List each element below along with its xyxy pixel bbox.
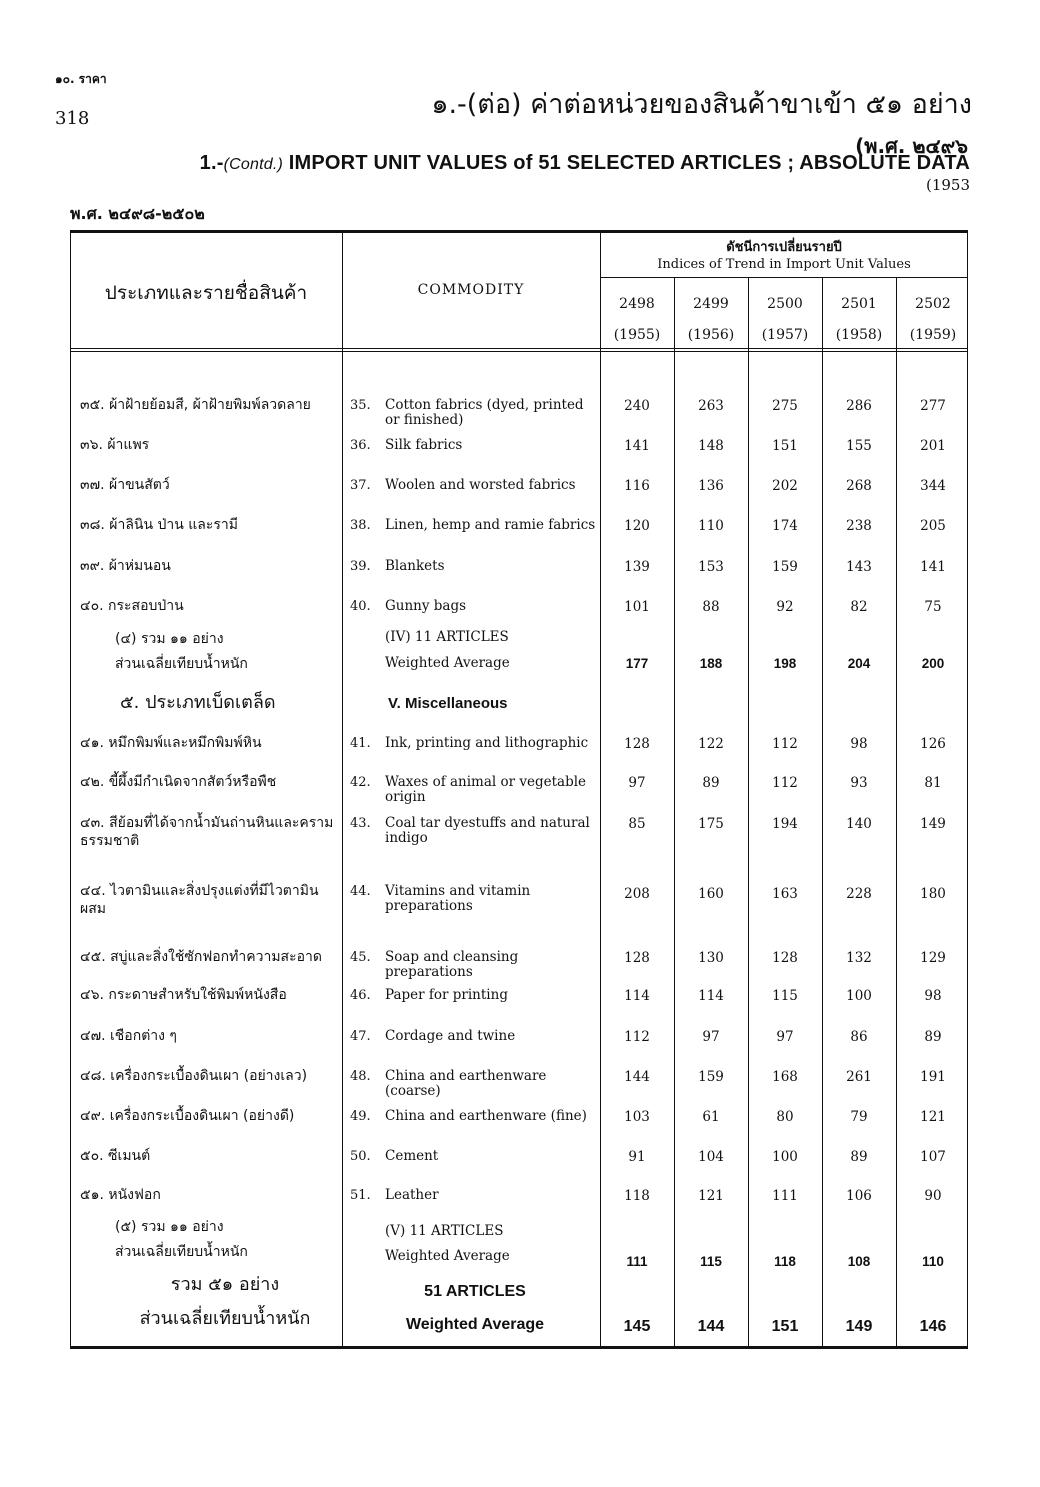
year-ce: (1957)	[761, 327, 809, 343]
row-value: 261	[846, 1069, 872, 1085]
row-value: 89	[924, 1029, 942, 1045]
group4-thai-line2: ส่วนเฉลี่ยเทียบน้ำหนัก	[115, 656, 248, 672]
row-value: 205	[920, 518, 946, 534]
group5-thai-line1: (๕) รวม ๑๑ อย่าง	[115, 1219, 224, 1235]
table-left-rule	[70, 230, 71, 1349]
row-commodity: Silk fabrics	[385, 437, 463, 453]
row-value: 81	[924, 775, 942, 791]
section-label: ๑๐. ราคา	[55, 72, 107, 86]
row-thai-label: ๓๘. ผ้าลินิน ป่าน และรามี	[80, 517, 239, 533]
year-ce: (1959)	[909, 327, 957, 343]
header-commodity: COMMODITY	[417, 282, 525, 298]
row-thai-label: ๓๕. ผ้าฝ้ายย้อมสี, ผ้าฝ้ายพิมพ์ลวดลาย	[80, 397, 311, 413]
row-thai-label: ๔๒. ขี้ผึ้งมีกำเนิดจากสัตว์หรือพืช	[80, 774, 277, 790]
row-thai-label: ๔๖. กระดาษสำหรับใช้พิมพ์หนังสือ	[80, 987, 287, 1003]
row-number: 37.	[350, 478, 371, 493]
thai-title: ๑.-(ต่อ) ค่าต่อหน่วยของสินค้าขาเข้า ๕๑ อย่าง	[431, 89, 972, 120]
row-value: 93	[850, 775, 868, 791]
group4-thai-line1: (๔) รวม ๑๑ อย่าง	[115, 631, 224, 647]
year-be: 2500	[767, 296, 803, 312]
row-value: 159	[772, 559, 798, 575]
row-thai-label: ๔๙. เครื่องกระเบื้องดินเผา (อย่างดี)	[80, 1108, 295, 1124]
row-number: 43.	[350, 816, 371, 831]
row-value: 129	[920, 950, 946, 966]
group5-value: 111	[626, 1254, 648, 1269]
row-value: 159	[698, 1069, 724, 1085]
row-thai-label: ๔๑. หมึกพิมพ์และหมึกพิมพ์หิน	[80, 735, 262, 751]
year-be: 2498	[619, 296, 655, 312]
row-value: 112	[624, 1029, 650, 1045]
row-thai-label: ๓๖. ผ้าแพร	[80, 437, 150, 453]
row-value: 144	[624, 1069, 650, 1085]
row-thai-label: ๔๕. สบู่และสิ่งใช้ซักฟอกทำความสะอาด	[80, 949, 322, 965]
header-rule-double	[70, 351, 968, 352]
row-number: 45.	[350, 950, 371, 965]
row-value: 104	[698, 1149, 724, 1165]
row-value: 344	[920, 478, 946, 494]
section5-en: V. Miscellaneous	[388, 695, 508, 712]
row-value: 75	[924, 599, 942, 615]
row-value: 106	[846, 1188, 872, 1204]
row-commodity: Ink, printing and lithographic	[385, 735, 589, 751]
row-value: 116	[624, 478, 650, 494]
row-value: 97	[702, 1029, 720, 1045]
row-commodity: Woolen and worsted fabrics	[385, 477, 576, 493]
row-value: 100	[846, 988, 872, 1004]
total-value: 149	[845, 1318, 873, 1335]
row-number: 36.	[350, 438, 371, 453]
group4-value: 177	[625, 656, 649, 671]
row-commodity: Cordage and twine	[385, 1028, 516, 1044]
row-number: 47.	[350, 1029, 371, 1044]
row-number: 40.	[350, 599, 371, 614]
row-value: 85	[628, 816, 646, 832]
row-commodity: Waxes of animal or vegetable origin	[385, 774, 587, 805]
row-value: 98	[924, 988, 942, 1004]
row-value: 132	[846, 950, 872, 966]
row-value: 128	[624, 950, 650, 966]
row-value: 180	[920, 886, 946, 902]
row-value: 126	[920, 736, 946, 752]
group4-value: 198	[773, 656, 797, 671]
row-number: 51.	[350, 1188, 371, 1203]
group4-en-line2: Weighted Average	[385, 655, 510, 671]
row-commodity: Gunny bags	[385, 598, 467, 614]
row-value: 175	[698, 816, 724, 832]
header-thai: ประเภทและรายชื่อสินค้า	[104, 282, 308, 304]
row-value: 120	[624, 518, 650, 534]
row-commodity: Cotton fabrics (dyed, printed or finished)	[385, 397, 584, 428]
row-value: 79	[850, 1109, 868, 1125]
row-value: 263	[698, 398, 724, 414]
row-value: 163	[772, 886, 798, 902]
row-number: 48.	[350, 1069, 371, 1084]
row-commodity: China and earthenware (coarse)	[385, 1068, 547, 1099]
row-commodity: Linen, hemp and ramie fabrics	[385, 517, 596, 533]
row-value: 238	[846, 518, 872, 534]
row-value: 110	[698, 518, 724, 534]
title-main: IMPORT UNIT VALUES of 51 SELECTED ARTICLES ; ABSOLUTE DATA	[283, 152, 970, 174]
row-commodity: Leather	[385, 1187, 439, 1203]
group5-value: 110	[922, 1254, 944, 1269]
row-value: 268	[846, 478, 872, 494]
col-rule-1	[342, 230, 343, 1349]
group5-en-line2: Weighted Average	[385, 1248, 510, 1264]
row-commodity: Coal tar dyestuffs and natural indigo	[385, 815, 590, 846]
row-value: 111	[772, 1188, 798, 1204]
row-commodity: Soap and cleansing preparations	[385, 949, 519, 980]
row-value: 61	[702, 1109, 720, 1125]
row-value: 208	[624, 886, 650, 902]
row-thai-label: ๔๐. กระสอบป่าน	[80, 598, 184, 614]
year-ce: (1958)	[835, 327, 883, 343]
row-value: 101	[624, 599, 650, 615]
row-value: 112	[772, 775, 798, 791]
row-value: 155	[846, 438, 872, 454]
row-thai-label: ๔๓. สีย้อมที่ได้จากน้ำมันถ่านหินและครามธรรมชาติ	[80, 815, 334, 849]
row-value: 89	[850, 1149, 868, 1165]
row-value: 141	[920, 559, 946, 575]
row-value: 201	[920, 438, 946, 454]
total-value: 144	[697, 1318, 725, 1335]
row-number: 35.	[350, 398, 371, 413]
row-value: 112	[772, 736, 798, 752]
title-contd: (Contd.)	[223, 156, 283, 173]
row-commodity: Paper for printing	[385, 987, 508, 1003]
row-value: 88	[702, 599, 720, 615]
row-value: 107	[920, 1149, 946, 1165]
row-value: 128	[624, 736, 650, 752]
english-title	[200, 152, 970, 175]
table-top-rule	[70, 230, 968, 233]
group4-value: 204	[847, 656, 871, 671]
row-value: 128	[772, 950, 798, 966]
row-commodity: Blankets	[385, 558, 445, 574]
row-value: 90	[924, 1188, 942, 1204]
row-value: 286	[846, 398, 872, 414]
row-value: 240	[624, 398, 650, 414]
year-be: 2501	[841, 296, 877, 312]
total-thai-line1: รวม ๕๑ อย่าง	[170, 1274, 280, 1295]
total-value: 145	[623, 1318, 651, 1335]
row-commodity: Cement	[385, 1148, 439, 1164]
row-value: 143	[846, 559, 872, 575]
row-thai-label: ๕๑. หนังฟอก	[80, 1187, 161, 1203]
group5-thai-line2: ส่วนเฉลี่ยเทียบน้ำหนัก	[115, 1244, 248, 1260]
row-thai-label: ๓๗. ผ้าขนสัตว์	[80, 477, 170, 493]
row-number: 49.	[350, 1109, 371, 1124]
row-thai-label: ๓๙. ผ้าห่มนอน	[80, 558, 171, 574]
row-value: 86	[850, 1029, 868, 1045]
row-value: 194	[772, 816, 798, 832]
group5-value: 108	[847, 1254, 871, 1269]
row-value: 103	[624, 1109, 650, 1125]
row-value: 202	[772, 478, 798, 494]
year-ce: (1955)	[613, 327, 661, 343]
total-value: 146	[919, 1318, 947, 1335]
total-thai-line2: ส่วนเฉลี่ยเทียบน้ำหนัก	[139, 1308, 311, 1329]
year-be: 2502	[915, 296, 951, 312]
section5-thai: ๕. ประเภทเบ็ดเตล็ด	[120, 692, 276, 713]
indices-rule	[600, 277, 968, 278]
row-value: 174	[772, 518, 798, 534]
row-value: 275	[772, 398, 798, 414]
row-number: 41.	[350, 736, 371, 751]
row-value: 114	[698, 988, 724, 1004]
header-rule	[70, 348, 968, 349]
row-value: 140	[846, 816, 872, 832]
row-number: 39.	[350, 559, 371, 574]
row-value: 80	[776, 1109, 794, 1125]
row-value: 228	[846, 886, 872, 902]
row-value: 168	[772, 1069, 798, 1085]
header-indices-english: Indices of Trend in Import Unit Values	[657, 257, 911, 272]
group4-en-line1: (IV) 11 ARTICLES	[385, 629, 509, 645]
group5-en-line1: (V) 11 ARTICLES	[385, 1223, 504, 1239]
period-label: พ.ศ. ๒๔๙๘-๒๕๐๒	[70, 204, 205, 223]
row-value: 136	[698, 478, 724, 494]
row-value: 277	[920, 398, 946, 414]
total-value: 151	[771, 1318, 799, 1335]
header-indices-thai: ดัชนีการเปลี่ยนรายปี	[726, 240, 842, 255]
thai-subtitle: (พ.ศ. ๒๔๙๖	[855, 134, 968, 158]
row-commodity: Vitamins and vitamin preparations	[385, 883, 531, 914]
row-commodity: China and earthenware (fine)	[385, 1108, 587, 1124]
english-subtitle: (1953	[925, 176, 970, 194]
row-thai-label: ๔๔. ไวตามินและสิ่งปรุงแต่งที่มีไวตามินผสม	[80, 883, 319, 917]
row-value: 91	[628, 1149, 646, 1165]
year-ce: (1956)	[687, 327, 735, 343]
row-value: 92	[776, 599, 794, 615]
row-value: 191	[920, 1069, 946, 1085]
row-value: 97	[628, 775, 646, 791]
year-be: 2499	[693, 296, 729, 312]
page-number: 318	[55, 108, 90, 129]
title-prefix: 1.-	[199, 152, 224, 174]
group5-value: 118	[774, 1254, 796, 1269]
row-number: 50.	[350, 1149, 371, 1164]
row-number: 44.	[350, 884, 371, 899]
row-value: 97	[776, 1029, 794, 1045]
row-value: 153	[698, 559, 724, 575]
row-number: 42.	[350, 775, 371, 790]
total-en-line1: 51 ARTICLES	[424, 1283, 526, 1300]
row-value: 148	[698, 438, 724, 454]
table-bottom-rule	[70, 1346, 968, 1349]
row-value: 82	[850, 599, 868, 615]
row-value: 160	[698, 886, 724, 902]
row-value: 115	[772, 988, 798, 1004]
row-number: 38.	[350, 518, 371, 533]
row-value: 122	[698, 736, 724, 752]
row-value: 100	[772, 1149, 798, 1165]
row-thai-label: ๔๗. เชือกต่าง ๆ	[80, 1028, 177, 1044]
row-value: 141	[624, 438, 650, 454]
total-en-line2: Weighted Average	[405, 1316, 545, 1333]
data-table	[70, 230, 968, 1349]
row-thai-label: ๔๘. เครื่องกระเบื้องดินเผา (อย่างเลว)	[80, 1068, 308, 1084]
group4-value: 200	[921, 656, 945, 671]
row-value: 118	[624, 1188, 650, 1204]
row-thai-label: ๕๐. ซีเมนต์	[80, 1148, 151, 1164]
group5-value: 115	[700, 1254, 722, 1269]
row-value: 139	[624, 559, 650, 575]
row-value: 98	[850, 736, 868, 752]
row-value: 114	[624, 988, 650, 1004]
row-value: 121	[698, 1188, 724, 1204]
row-number: 46.	[350, 988, 371, 1003]
row-value: 121	[920, 1109, 946, 1125]
row-value: 151	[772, 438, 798, 454]
row-value: 89	[702, 775, 720, 791]
group4-value: 188	[699, 656, 723, 671]
row-value: 130	[698, 950, 724, 966]
row-value: 149	[920, 816, 946, 832]
